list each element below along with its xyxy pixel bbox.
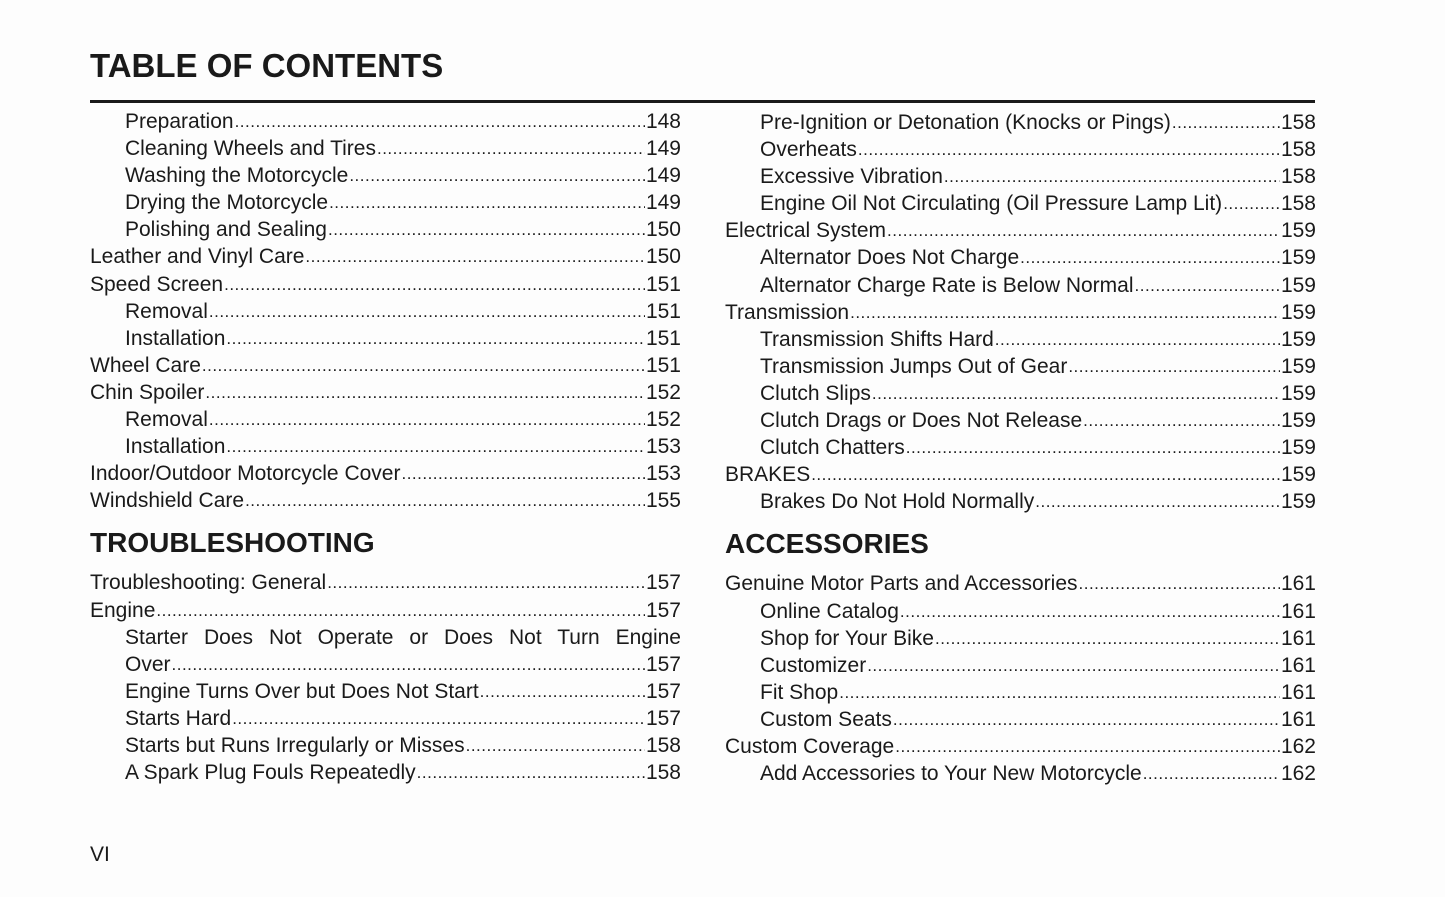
- dot-leader: [328, 216, 645, 243]
- toc-entry[interactable]: [90, 108, 681, 135]
- toc-entry-title: Starts but Runs Irregularly or Misses: [125, 733, 465, 757]
- toc-entry[interactable]: [90, 597, 681, 624]
- dot-leader: [1172, 109, 1280, 136]
- toc-entry-page: 161: [1280, 653, 1316, 677]
- toc-entry-page: 152: [645, 408, 681, 432]
- section-heading-accessories: ACCESSORIES: [725, 528, 929, 560]
- toc-entry[interactable]: [725, 272, 1316, 299]
- dot-leader: [349, 162, 645, 189]
- toc-entry[interactable]: [725, 733, 1316, 760]
- toc-entry-title: Removal: [125, 299, 208, 323]
- left-column: [90, 108, 681, 786]
- toc-entry-page: 153: [645, 462, 681, 486]
- toc-entry-page: 159: [1280, 327, 1316, 351]
- toc-entry-title: Indoor/Outdoor Motorcycle Cover: [90, 462, 401, 486]
- toc-entry-title: Wheel Care: [90, 353, 201, 377]
- dot-leader: [944, 163, 1280, 190]
- toc-entry-page: 157: [645, 571, 681, 595]
- dot-leader: [1223, 190, 1280, 217]
- toc-entry-title: Overheats: [760, 138, 857, 162]
- toc-entry-continuation[interactable]: [90, 651, 681, 678]
- toc-entry[interactable]: [90, 705, 681, 732]
- toc-entry-title: Clutch Slips: [760, 381, 871, 405]
- toc-entry-page: 149: [645, 191, 681, 215]
- page-title: TABLE OF CONTENTS: [90, 47, 444, 84]
- toc-entry-page: 158: [1280, 111, 1316, 134]
- toc-entry-page: 162: [1280, 734, 1316, 758]
- toc-entry[interactable]: [90, 487, 681, 514]
- dot-leader: [417, 759, 645, 786]
- toc-list-accessories: [725, 570, 1316, 787]
- toc-entry-page: 159: [1280, 490, 1316, 514]
- toc-entry[interactable]: [725, 244, 1316, 271]
- toc-entry-page: 161: [1280, 626, 1316, 650]
- toc-entry[interactable]: [725, 299, 1316, 326]
- dot-leader: [232, 705, 645, 732]
- dot-leader: [887, 217, 1280, 244]
- dot-leader: [226, 433, 645, 460]
- toc-entry-page: 159: [1280, 354, 1316, 378]
- dot-leader: [245, 487, 645, 514]
- toc-entry-title: Brakes Do Not Hold Normally: [760, 490, 1035, 514]
- dot-leader: [1083, 407, 1280, 434]
- toc-entry[interactable]: [725, 407, 1316, 434]
- toc-entry[interactable]: [725, 136, 1316, 163]
- toc-list-care: [90, 108, 681, 514]
- toc-entry-title: Pre-Ignition or Detonation (Knocks or Pings): [760, 111, 1171, 134]
- toc-entry[interactable]: [90, 678, 681, 705]
- dot-leader: [226, 325, 645, 352]
- toc-entry-page: 149: [645, 137, 681, 161]
- toc-entry-page: 159: [1280, 273, 1316, 297]
- toc-entry[interactable]: [90, 216, 681, 243]
- toc-entry-page: 162: [1280, 762, 1316, 786]
- toc-entry-title: Engine: [90, 598, 156, 622]
- toc-entry-title: Custom Seats: [760, 707, 892, 731]
- toc-entry[interactable]: [90, 406, 681, 433]
- dot-leader: [895, 733, 1280, 760]
- dot-leader: [305, 243, 645, 270]
- toc-entry-title: Installation: [125, 326, 226, 350]
- toc-entry-page: 157: [645, 598, 681, 622]
- dot-leader: [935, 625, 1280, 652]
- toc-entry-page: 153: [645, 435, 681, 459]
- dot-leader: [209, 406, 645, 433]
- toc-entry[interactable]: [725, 570, 1316, 597]
- dot-leader: [156, 597, 645, 624]
- toc-entry-title: Engine Turns Over but Does Not Start: [125, 679, 479, 703]
- toc-entry[interactable]: [725, 163, 1316, 190]
- toc-entry-title: Speed Screen: [90, 272, 224, 296]
- toc-entry-title: Removal: [125, 408, 208, 432]
- page-number: VI: [90, 843, 110, 866]
- toc-entry-title: Installation: [125, 435, 226, 459]
- toc-entry-title: Alternator Does Not Charge: [760, 246, 1020, 270]
- toc-entry-page: 149: [645, 164, 681, 188]
- title-rule: [90, 100, 1315, 103]
- toc-entry-title: Polishing and Sealing: [125, 218, 327, 242]
- toc-entry-title: Electrical System: [725, 219, 887, 243]
- toc-entry[interactable]: [90, 271, 681, 298]
- toc-entry-title: Drying the Motorcycle: [125, 191, 329, 215]
- toc-entry-page: 157: [645, 679, 681, 703]
- toc-entry[interactable]: [725, 190, 1316, 217]
- toc-entry-page: 159: [1280, 219, 1316, 243]
- toc-entry[interactable]: [90, 379, 681, 406]
- dot-leader: [480, 678, 645, 705]
- toc-entry[interactable]: [90, 732, 681, 759]
- dot-leader: [850, 299, 1280, 326]
- toc-entry-title: Shop for Your Bike: [760, 626, 934, 650]
- toc-entry-page: 151: [645, 299, 681, 323]
- toc-entry[interactable]: [725, 598, 1316, 625]
- toc-entry-title: A Spark Plug Fouls Repeatedly: [125, 761, 416, 785]
- toc-entry-page: 150: [645, 245, 681, 269]
- toc-entry-page: 159: [1280, 409, 1316, 433]
- toc-entry-title: Cleaning Wheels and Tires: [125, 137, 376, 161]
- toc-entry-title: Transmission: [725, 300, 850, 324]
- dot-leader: [900, 598, 1280, 625]
- toc-entry-page: 158: [645, 733, 681, 757]
- toc-entry[interactable]: [90, 135, 681, 162]
- toc-list-troubleshooting-cont: [725, 109, 1316, 515]
- toc-entry-title-cont: Over: [125, 652, 171, 676]
- toc-entry-page: 159: [1280, 463, 1316, 487]
- toc-entry-title: Preparation: [125, 110, 234, 133]
- toc-entry-page: 157: [645, 652, 681, 676]
- toc-entry-page: 152: [645, 380, 681, 404]
- dot-leader: [235, 108, 645, 135]
- toc-entry-page: 148: [645, 110, 681, 133]
- toc-entry-title: Troubleshooting: General: [90, 571, 327, 595]
- toc-entry[interactable]: [725, 652, 1316, 679]
- toc-entry-title: Chin Spoiler: [90, 380, 205, 404]
- toc-entry[interactable]: [725, 326, 1316, 353]
- dot-leader: [401, 460, 644, 487]
- toc-entry-page: 161: [1280, 680, 1316, 704]
- dot-leader: [1020, 244, 1280, 271]
- toc-entry[interactable]: [90, 325, 681, 352]
- dot-leader: [867, 652, 1280, 679]
- dot-leader: [893, 706, 1280, 733]
- toc-entry-page: 151: [645, 353, 681, 377]
- toc-entry-page: 159: [1280, 381, 1316, 405]
- toc-entry-page: 158: [1280, 192, 1316, 216]
- toc-entry-page: 150: [645, 218, 681, 242]
- toc-entry-page: 161: [1280, 572, 1316, 596]
- toc-list-troubleshooting: [90, 569, 681, 786]
- toc-entry-page: 159: [1280, 246, 1316, 270]
- toc-entry-title: Starter Does Not Operate or Does Not Turn Engine: [125, 625, 681, 649]
- toc-entry-title: BRAKES: [725, 463, 811, 487]
- toc-entry[interactable]: [90, 243, 681, 270]
- toc-entry-page: 159: [1280, 300, 1316, 324]
- toc-entry-page: 158: [1280, 138, 1316, 162]
- dot-leader: [1135, 272, 1280, 299]
- dot-leader: [1068, 353, 1280, 380]
- toc-entry[interactable]: [725, 679, 1316, 706]
- dot-leader: [209, 298, 645, 325]
- dot-leader: [327, 569, 645, 596]
- toc-entry-title: Fit Shop: [760, 680, 839, 704]
- toc-entry-title: Customizer: [760, 653, 867, 677]
- toc-entry[interactable]: [90, 189, 681, 216]
- dot-leader: [858, 136, 1280, 163]
- toc-entry[interactable]: [725, 217, 1316, 244]
- toc-entry-title: Add Accessories to Your New Motorcycle: [760, 762, 1142, 786]
- dot-leader: [377, 135, 645, 162]
- dot-leader: [872, 380, 1280, 407]
- dot-leader: [329, 189, 645, 216]
- toc-entry[interactable]: [725, 760, 1316, 787]
- toc-entry-page: 159: [1280, 436, 1316, 460]
- dot-leader: [995, 326, 1280, 353]
- dot-leader: [906, 434, 1280, 461]
- toc-entry[interactable]: [725, 109, 1316, 136]
- toc-entry-page: 161: [1280, 707, 1316, 731]
- toc-entry-page: 158: [1280, 165, 1316, 189]
- dot-leader: [1143, 760, 1280, 787]
- toc-entry-title: Clutch Chatters: [760, 436, 905, 460]
- toc-entry-title: Windshield Care: [90, 489, 245, 513]
- toc-entry-title: Leather and Vinyl Care: [90, 245, 305, 269]
- toc-entry[interactable]: [725, 706, 1316, 733]
- toc-entry-title: Excessive Vibration: [760, 165, 943, 189]
- toc-entry-title: Starts Hard: [125, 706, 232, 730]
- dot-leader: [1035, 488, 1280, 515]
- toc-entry[interactable]: [725, 434, 1316, 461]
- toc-entry[interactable]: [90, 352, 681, 379]
- toc-entry-title: Genuine Motor Parts and Accessories: [725, 572, 1078, 596]
- toc-entry-page: 155: [645, 489, 681, 513]
- dot-leader: [172, 651, 645, 678]
- toc-entry-title: Transmission Jumps Out of Gear: [760, 354, 1068, 378]
- toc-entry-page: 151: [645, 326, 681, 350]
- toc-entry[interactable]: [725, 625, 1316, 652]
- toc-entry-title: Alternator Charge Rate is Below Normal: [760, 273, 1134, 297]
- dot-leader: [205, 379, 645, 406]
- toc-entry[interactable]: [90, 759, 681, 786]
- toc-entry[interactable]: [725, 461, 1316, 488]
- right-column: [725, 109, 1316, 787]
- toc-entry-page: 151: [645, 272, 681, 296]
- toc-entry-title: Custom Coverage: [725, 734, 895, 758]
- toc-entry[interactable]: [725, 380, 1316, 407]
- dot-leader: [224, 271, 645, 298]
- toc-entry[interactable]: [725, 353, 1316, 380]
- toc-entry[interactable]: [90, 460, 681, 487]
- toc-entry[interactable]: [725, 488, 1316, 515]
- toc-entry-page: 157: [645, 706, 681, 730]
- toc-entry-page: 161: [1280, 599, 1316, 623]
- dot-leader: [839, 679, 1280, 706]
- dot-leader: [811, 461, 1280, 488]
- toc-entry[interactable]: [90, 569, 681, 596]
- dot-leader: [466, 732, 645, 759]
- toc-entry-title: Online Catalog: [760, 599, 899, 623]
- toc-entry-title: Washing the Motorcycle: [125, 164, 349, 188]
- toc-entry-title: Transmission Shifts Hard: [760, 327, 994, 351]
- toc-entry[interactable]: [90, 433, 681, 460]
- section-heading-troubleshooting: TROUBLESHOOTING: [90, 527, 375, 559]
- toc-entry[interactable]: [90, 624, 681, 651]
- toc-entry-title: Clutch Drags or Does Not Release: [760, 409, 1083, 433]
- dot-leader: [202, 352, 645, 379]
- toc-entry[interactable]: [90, 162, 681, 189]
- toc-entry-page: 158: [645, 761, 681, 785]
- toc-entry-title: Engine Oil Not Circulating (Oil Pressure Lamp Lit): [760, 192, 1223, 216]
- toc-entry[interactable]: [90, 298, 681, 325]
- dot-leader: [1079, 570, 1280, 597]
